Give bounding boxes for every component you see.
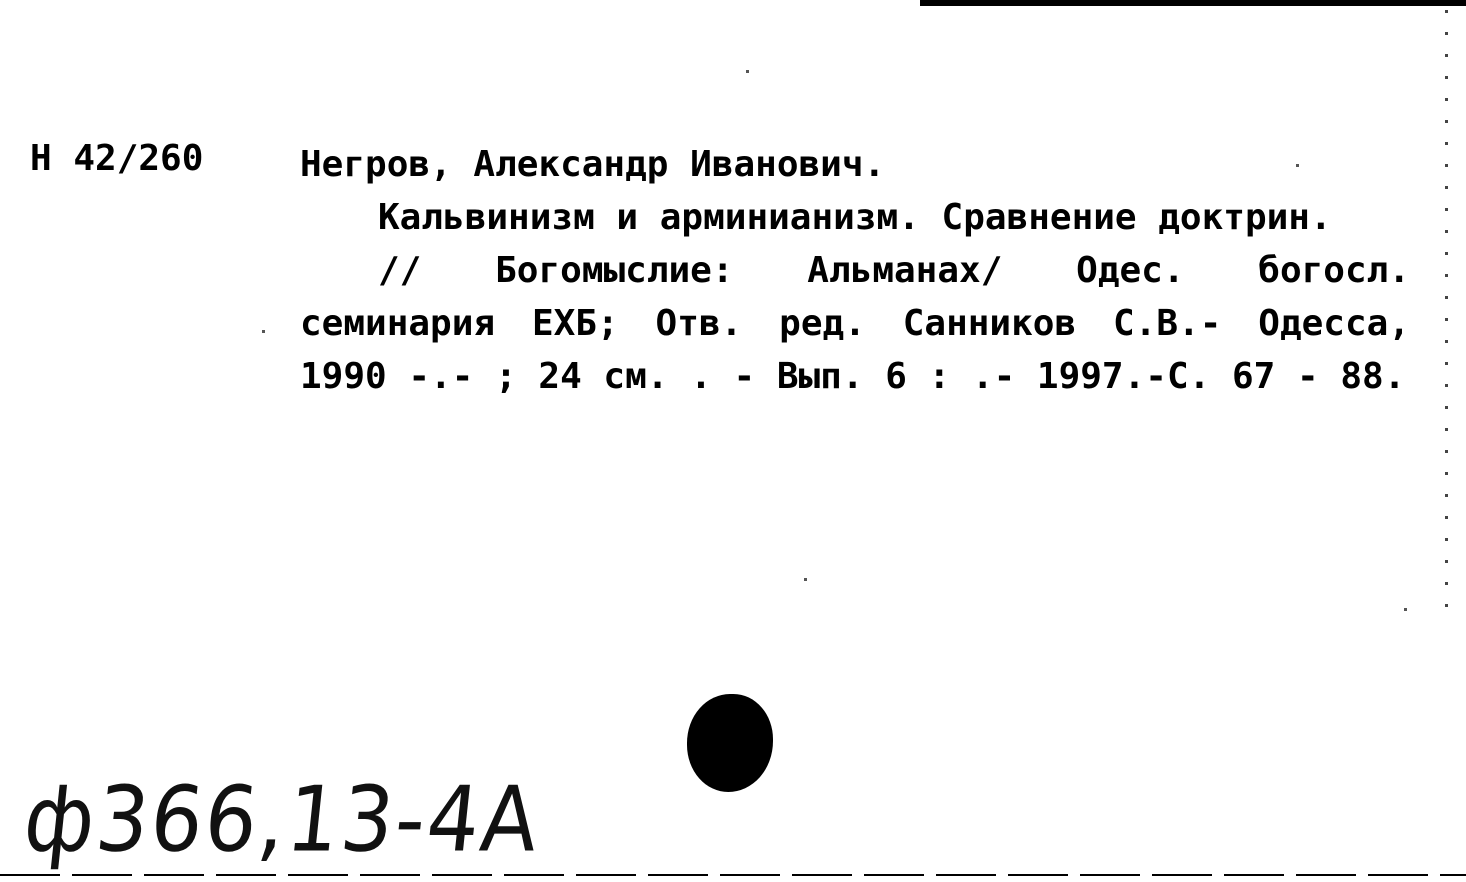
bibliographic-entry — [300, 138, 1410, 403]
card-top-edge — [920, 0, 1466, 6]
scan-speck — [1404, 608, 1407, 611]
title-statement: Кальвинизм и арминианизм. Сравнение доктрин. — [378, 197, 1332, 238]
scan-speck — [1296, 164, 1299, 167]
handwritten-code: ф366,13-4A — [19, 768, 545, 873]
scan-speck — [262, 330, 265, 333]
scan-speck — [746, 70, 749, 73]
source-statement: // Богомыслие: Альманах/ Одес. богосл. семинария ЕХБ; Отв. ред. Санников С.В.- Одесса, 1990 -.- ; 24 см. . - Вып. 6 : .- 1997.-С. 67 - 88. — [300, 250, 1410, 397]
punch-hole — [687, 694, 773, 792]
shelfmark: Н 42/260 — [30, 138, 204, 179]
card-right-edge — [1445, 10, 1448, 610]
scan-speck — [804, 578, 807, 581]
author-heading: Негров, Александр Иванович. — [300, 144, 886, 185]
card-bottom-edge — [0, 874, 1466, 876]
